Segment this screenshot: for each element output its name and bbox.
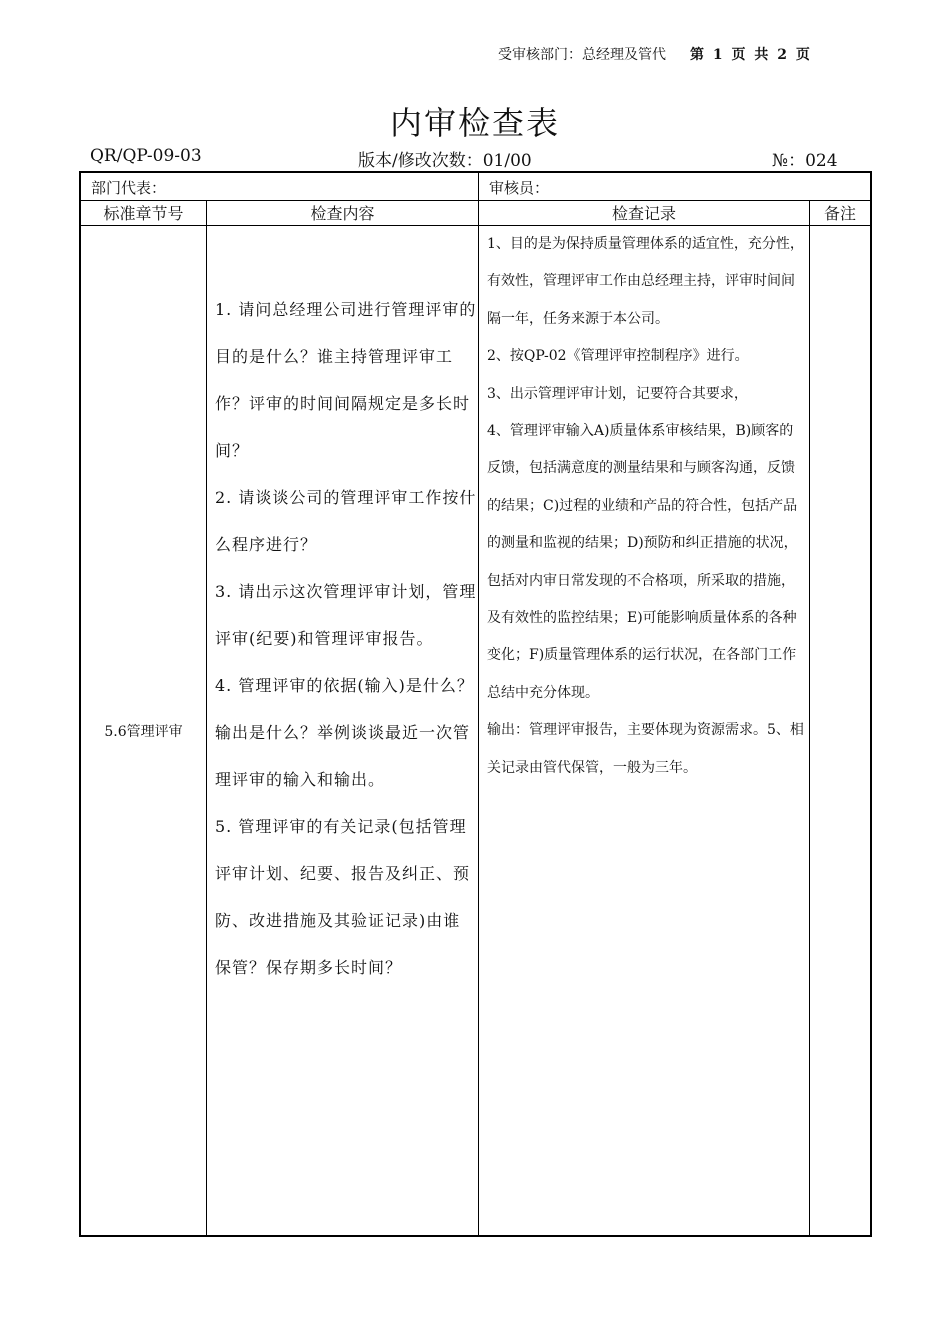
clause-number: 5.6管理评审 (104, 724, 183, 740)
check-content (215, 286, 477, 991)
col-divider (478, 173, 479, 1235)
page-info: 第 1 页 共 2 页 (690, 47, 812, 63)
record-item: 输出：管理评审报告，主要体现为资源需求。5、相关记录由管代保管，一般为三年。 (487, 722, 804, 776)
col-header-clause: 标准章节号 (103, 204, 184, 223)
col-header-remark: 备注 (823, 204, 856, 223)
doc-number: №：024 (772, 151, 838, 171)
content-item: 1. 请问总经理公司进行管理评审的目的是什么？谁主持管理评审工作？评审的时间间隔规定是多长时间？ (215, 300, 477, 460)
content-item: 5. 管理评审的有关记录(包括管理评审计划、纪要、报告及纠正、预防、改进措施及其验证记录)由谁保管？保存期多长时间？ (215, 817, 471, 977)
check-record (487, 226, 805, 787)
col-header-content: 检查内容 (310, 204, 375, 223)
document-title: 内审检查表 (389, 104, 560, 142)
content-item: 2. 请谈谈公司的管理评审工作按什么程序进行？ (215, 488, 477, 554)
col-divider (206, 200, 207, 1235)
record-item: 1、目的是为保持质量管理体系的适宜性，充分性，有效性，管理评审工作由总经理主持，评审时间间隔一年，任务来源于本公司。 (487, 236, 804, 327)
col-header-record: 检查记录 (611, 204, 676, 223)
dept-rep-label: 部门代表： (91, 179, 167, 197)
checklist-table (79, 171, 872, 1237)
record-item: 2、按QP-02《管理评审控制程序》进行。 (487, 348, 749, 365)
page-header (498, 44, 812, 64)
content-item: 3. 请出示这次管理评审计划，管理评审(纪要)和管理评审报告。 (215, 582, 477, 648)
col-divider (809, 200, 810, 1235)
doc-code: QR/QP-09-03 (90, 146, 202, 166)
record-item: 4、管理评审输入A)质量体系审核结果，B)顾客的反馈，包括满意度的测量结果和与顾客沟通，反馈的结果；C)过程的业绩和产品的符合性，包括产品的测量和监视的结果；D)预防和纠正措施的状况，包括对内审日常发现的不合格项，所采取的措施，及有效性的监控结果；E)可能影响质量体系的各种变化；F)质量管理体系的运行状况，在各部门工作总结中充分体现。 (487, 423, 798, 701)
audited-department: 受审核部门：总经理及管代 (498, 47, 666, 63)
content-item: 4. 管理评审的依据(输入)是什么？输出是什么？举例谈谈最近一次管理评审的输入和输出。 (215, 676, 474, 789)
version-info: 版本/修改次数：01/00 (358, 151, 532, 171)
auditor-label: 审核员： (489, 179, 550, 197)
record-item: 3、出示管理评审计划，记要符合其要求， (487, 385, 748, 402)
